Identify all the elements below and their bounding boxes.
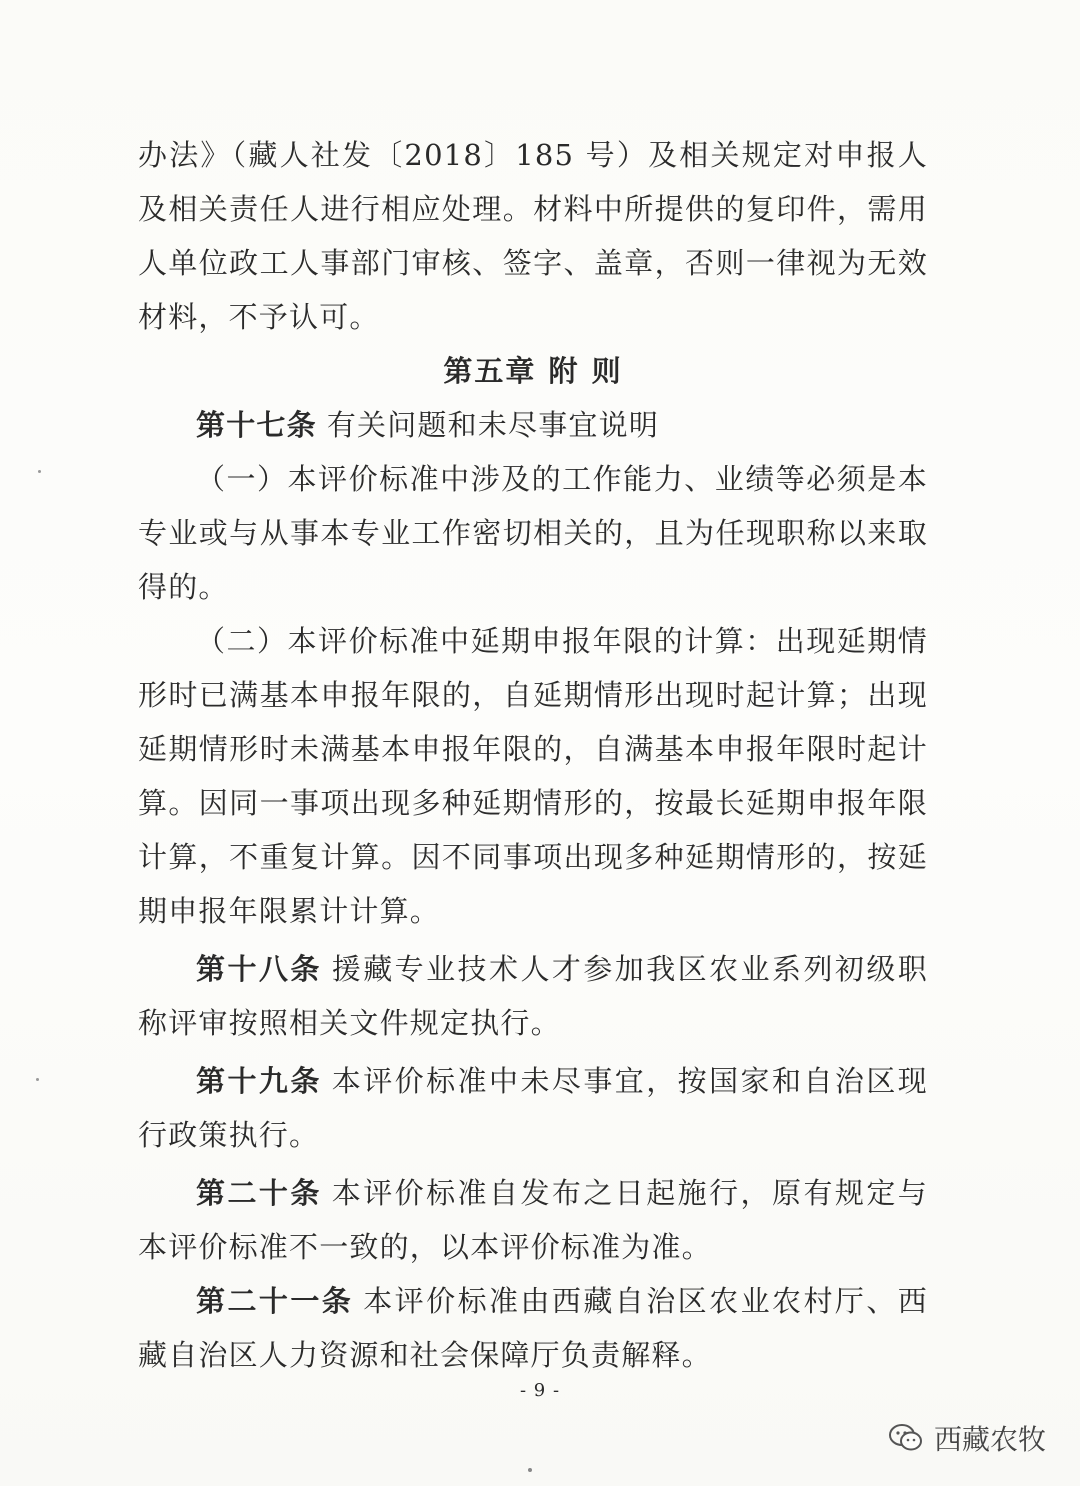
article-19-text: 本评价标准中未尽事宜，按国家和自治区现行政策执行。 [138, 1064, 928, 1152]
wechat-icon [888, 1423, 924, 1453]
page-number: - 9 - [519, 1380, 561, 1401]
article-21-text: 本评价标准由西藏自治区农业农村厅、西藏自治区人力资源和社会保障厅负责解释。 [138, 1284, 928, 1372]
article-20-label: 第二十条 [196, 1176, 322, 1210]
article-18-text: 援藏专业技术人才参加我区农业系列初级职称评审按照相关文件规定执行。 [138, 952, 928, 1040]
article-17-item-2: （二）本评价标准中延期申报年限的计算：出现延期情形时已满基本申报年限的，自延期情形出现时起计算；出现延期情形时未满基本申报年限的，自满基本申报年限时起计算。因同一事项出现多种延期情形的，按最长延期申报年限计算，不重复计算。因不同事项出现多种延期情形的，按延期申报年限累计计算。 [138, 624, 928, 928]
document-body [138, 128, 928, 1382]
article-19 [138, 1054, 928, 1162]
wechat-watermark [888, 1418, 1046, 1458]
article-20-text: 本评价标准自发布之日起施行，原有规定与本评价标准不一致的，以本评价标准为准。 [138, 1176, 928, 1264]
article-18-label: 第十八条 [196, 952, 322, 986]
scan-speck [36, 1078, 39, 1081]
chapter-title: 第五章 附 则 [443, 354, 623, 388]
article-17-label: 第十七条 [196, 408, 317, 442]
intro-paragraph: 办法》（藏人社发〔2018〕185 号）及相关规定对申报人及相关责任人进行相应处理。材料中所提供的复印件，需用人单位政工人事部门审核、签字、盖章，否则一律视为无效材料，不予认可。 [138, 138, 928, 334]
article-17-text: 有关问题和未尽事宜说明 [326, 408, 660, 442]
watermark-text: 西藏农牧 [933, 1423, 1046, 1456]
scan-speck [38, 470, 41, 473]
article-21 [138, 1274, 928, 1382]
article-19-label: 第十九条 [196, 1064, 322, 1098]
article-17-heading [138, 398, 928, 452]
scan-speck [528, 1468, 532, 1472]
article-20 [138, 1166, 928, 1274]
article-21-label: 第二十一条 [196, 1284, 354, 1318]
article-18 [138, 942, 928, 1050]
article-17-item-1: （一）本评价标准中涉及的工作能力、业绩等必须是本专业或与从事本专业工作密切相关的，且为任现职称以来取得的。 [138, 462, 928, 604]
